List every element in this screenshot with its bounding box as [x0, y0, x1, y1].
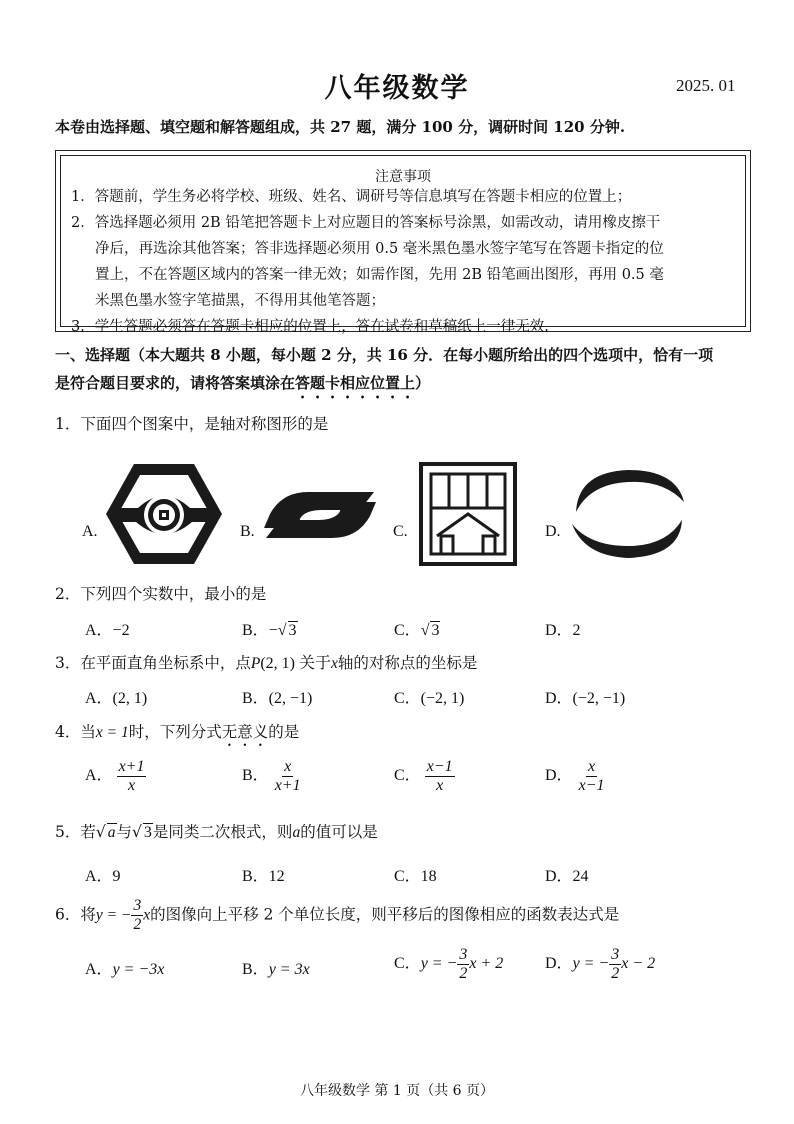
question-3-stem: [55, 650, 477, 673]
q1-option-b-s-figure: [262, 486, 378, 544]
q4-stem-part-3: 的是: [268, 723, 300, 741]
q4-stem-part-2: 时，下列分式: [128, 723, 222, 741]
exam-date: 2025. 01: [676, 76, 736, 95]
q5-option-a: A．9: [85, 868, 121, 885]
q5-radicand-a: a: [107, 824, 116, 841]
q5-option-b: B．12: [242, 868, 285, 885]
q6-option-c-fraction: [457, 946, 469, 983]
q5-radical-sign-2: √: [132, 823, 142, 841]
q4-d-numerator: x: [587, 758, 596, 775]
q4-option-a: [85, 758, 146, 795]
q5-variable: a: [292, 824, 301, 841]
q6-numerator: 3: [133, 897, 142, 914]
q6-option-a: [85, 956, 164, 979]
q1-option-d-label: D.: [545, 523, 561, 540]
q3-option-b: B．(2, −1): [242, 690, 313, 707]
q6-fraction: [131, 897, 143, 934]
q1-option-c-window-figure: [419, 462, 517, 566]
q1-option-a-hexagon-figure: [104, 462, 224, 566]
q2-option-d: D．2: [545, 622, 581, 639]
q1-option-c-label: C.: [393, 523, 408, 540]
q4-condition: x = 1: [95, 724, 129, 741]
notice-item-1: 1．答题前，学生务必将学校、班级、姓名、调研号等信息填写在答题卡相应的位置上；: [71, 189, 632, 205]
q3-stem-part-2: (2, 1) 关于: [260, 655, 332, 672]
q5-option-d: D．24: [545, 868, 589, 885]
q4-option-a-fraction: [117, 758, 147, 795]
q2-option-b: [242, 617, 298, 640]
q6-option-c-lhs: y = −: [420, 955, 458, 973]
q2-option-c: [394, 617, 440, 640]
q6-option-a-expr: y = −3x: [112, 961, 165, 978]
q6-option-d: [545, 946, 655, 983]
q4-option-c-label: C．: [394, 767, 421, 785]
section-1-emphasis: 答题卡相应位置上: [295, 374, 416, 392]
q6-option-d-fraction: [609, 946, 621, 983]
notice-item-3: 3．学生答题必须答在答题卡相应的位置上，答在试卷和草稿纸上一律无效.: [71, 319, 549, 335]
q4-option-a-label: A．: [85, 767, 113, 785]
q6-d-denominator: 2: [611, 965, 620, 982]
notice-title: 注意事项: [375, 169, 431, 185]
q6-d-numerator: 3: [611, 946, 620, 963]
section-1-heading-cont: [55, 369, 755, 402]
q6-option-d-lhs: y = −: [572, 955, 610, 973]
q6-option-a-label: A．: [85, 961, 113, 978]
q2-option-b-label: B．: [242, 622, 269, 639]
q4-option-b: [242, 758, 303, 795]
q6-c-numerator: 3: [459, 946, 468, 963]
q6-variable: x: [143, 906, 151, 924]
q6-option-c-rhs: x + 2: [469, 955, 504, 973]
question-1-stem: 1．下面四个图案中，是轴对称图形的是: [55, 415, 329, 433]
q5-radicand-3: 3: [143, 824, 152, 841]
q6-option-b-expr: y = 3x: [268, 961, 310, 978]
q1-option-a-label: A.: [82, 523, 98, 540]
question-4-stem: [55, 720, 299, 750]
q1-option-d-ring-figure: [568, 466, 688, 562]
q5-radical-sign-1: √: [95, 823, 106, 841]
q2-option-a: A．−2: [85, 622, 130, 639]
q2-option-b-radicand: 3: [288, 622, 297, 639]
q4-c-numerator: x−1: [426, 758, 453, 775]
q2-option-c-radical-sign: √: [420, 622, 430, 639]
q3-stem-part-3: 轴的对称点的坐标是: [337, 654, 478, 672]
q2-option-b-radical-sign: √: [277, 622, 287, 639]
q3-option-a: A．(2, 1): [85, 690, 148, 707]
q4-d-denominator: x−1: [578, 777, 605, 794]
q5-stem-part-2: 与: [116, 823, 133, 841]
q4-option-d-label: D．: [545, 767, 573, 785]
q5-stem-part-3: 是同类二次根式，则: [152, 823, 293, 841]
notice-inner-border: [60, 155, 746, 335]
notice-item-2-line-2: 净后，再选涂其他答案；答非选择题必须用 0.5 毫米黑色墨水签字笔写在答题卡指定的位: [95, 241, 664, 257]
q6-option-d-rhs: x − 2: [621, 955, 656, 973]
q6-stem-part-1: 6．将: [55, 905, 96, 924]
question-6-stem: [55, 897, 619, 934]
q4-b-denominator: x+1: [274, 777, 301, 794]
q2-option-c-radicand: 3: [431, 622, 440, 639]
q6-option-c-label: C．: [394, 955, 421, 973]
notice-item-2-line-1: 2．答选择题必须用 2B 铅笔把答题卡上对应题目的答案标号涂黑，如需改动，请用橡皮擦干: [71, 215, 661, 231]
q4-option-c: [394, 758, 455, 795]
q4-option-c-fraction: [425, 758, 455, 795]
q4-b-numerator: x: [284, 758, 292, 775]
q6-function-lhs: y = −: [95, 906, 132, 924]
q4-option-b-fraction: [273, 758, 303, 795]
section-1-heading: 一、选择题（本大题共 8 小题，每小题 2 分，共 16 分．在每小题所给出的四个选项中，恰有一项: [55, 346, 714, 364]
q4-option-d: [545, 758, 606, 795]
q3-axis-name: x: [331, 655, 338, 672]
q5-stem-part-1: 5．若: [55, 823, 96, 841]
notice-item-2-line-4: 米黑色墨水签字笔描黑，不得用其他笔答题；: [95, 293, 385, 309]
page-footer: 八年级数学 第 1 页（共 6 页）: [299, 1083, 495, 1099]
q3-point-name: P: [250, 655, 261, 672]
q5-stem-part-4: 的值可以是: [300, 823, 378, 841]
q4-option-d-fraction: [577, 758, 607, 795]
exam-intro: 本卷由选择题、填空题和解答题组成，共 27 题，满分 100 分，调研时间 120 分钟.: [55, 118, 626, 136]
q6-stem-part-2: 的图像向上平移 2 个单位长度，则平移后的图像相应的函数表达式是: [150, 905, 620, 924]
q6-c-denominator: 2: [459, 965, 468, 982]
notice-item-2-line-3: 置上，不在答题区域内的答案一律无效；如需作图，先用 2B 铅笔画出图形，再用 0.5 毫: [95, 267, 664, 283]
section-1-close: ）: [415, 374, 431, 392]
q4-option-b-label: B．: [242, 767, 269, 785]
page-title: 八年级数学: [324, 73, 470, 104]
q3-stem-part-1: 3．在平面直角坐标系中，点: [55, 654, 251, 672]
notice-box: [55, 150, 751, 335]
q4-emphasis: 无意义: [221, 723, 269, 741]
q2-option-b-minus: −: [268, 622, 278, 639]
q6-option-b-label: B．: [242, 961, 269, 978]
q4-stem-part-1: 4．当: [55, 723, 96, 741]
question-5-stem: [55, 820, 378, 842]
section-1-instruction: 是符合题目要求的，请将答案填涂在: [55, 374, 296, 392]
q6-option-c: [394, 946, 503, 983]
q2-option-c-label: C．: [394, 622, 421, 639]
q6-denominator: 2: [133, 916, 142, 933]
q4-a-numerator: x+1: [118, 758, 145, 775]
q3-option-c: C．(−2, 1): [394, 690, 465, 707]
q6-option-b: [242, 956, 310, 979]
q6-option-d-label: D．: [545, 955, 573, 973]
q4-c-denominator: x: [436, 777, 444, 794]
q3-option-d: D．(−2, −1): [545, 690, 626, 707]
q5-option-c: C．18: [394, 868, 437, 885]
question-2-stem: 2．下列四个实数中，最小的是: [55, 585, 267, 603]
q4-a-denominator: x: [127, 777, 136, 794]
q1-option-b-label: B.: [240, 523, 255, 540]
